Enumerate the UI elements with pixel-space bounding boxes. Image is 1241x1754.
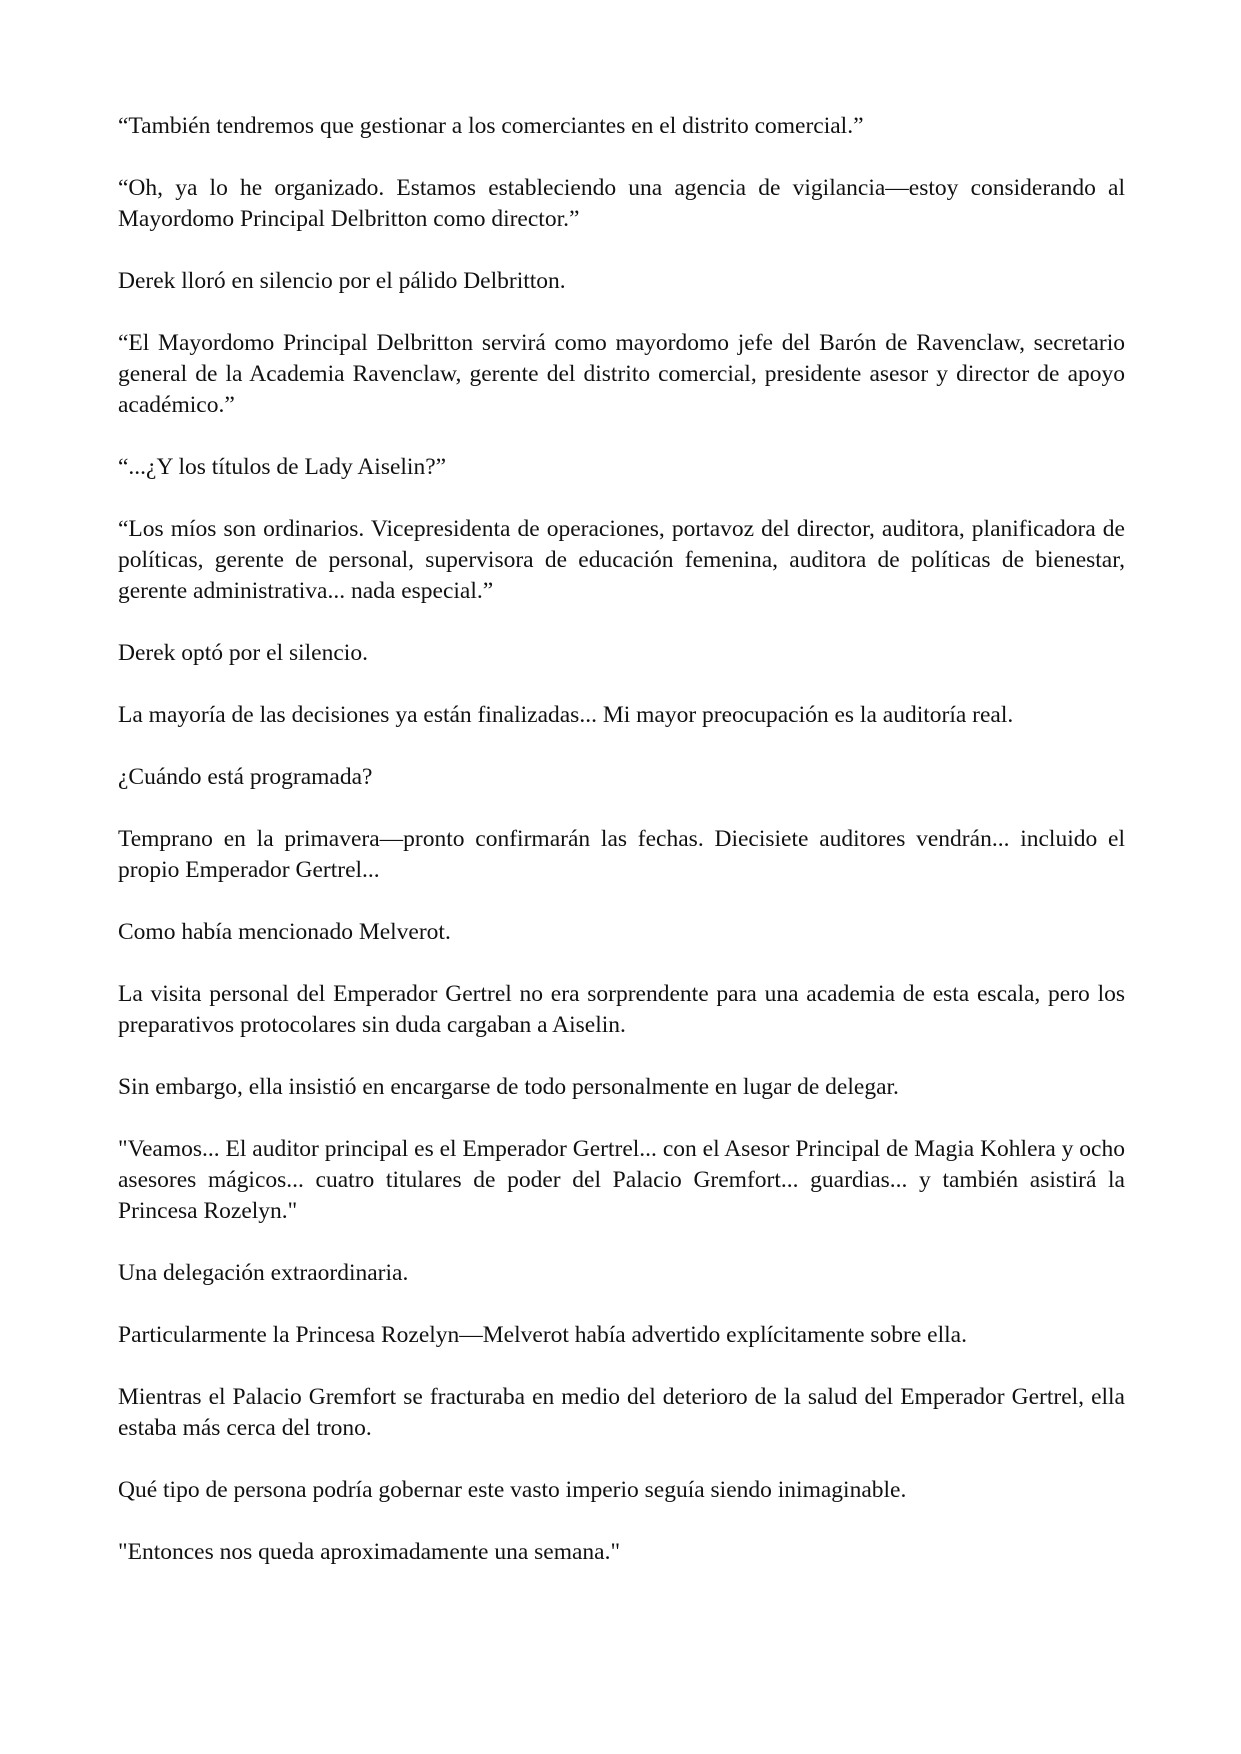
paragraph: Como había mencionado Melverot. bbox=[118, 919, 451, 945]
paragraph: Temprano en la primavera—pronto confirmarán las fechas. Diecisiete auditores vendrán... incluido el propio Emperador Gertrel... bbox=[118, 826, 1125, 883]
paragraph: Mientras el Palacio Gremfort se fracturaba en medio del deterioro de la salud del Emperador Gertrel, ella estaba más cerca del trono. bbox=[118, 1384, 1125, 1441]
paragraph: La mayoría de las decisiones ya están finalizadas... Mi mayor preocupación es la auditoría real. bbox=[118, 702, 1014, 728]
body-text bbox=[118, 111, 1125, 1599]
paragraph: “El Mayordomo Principal Delbritton servirá como mayordomo jefe del Barón de Ravenclaw, secretario general de la Academia Ravenclaw, gerente del distrito comercial, presidente asesor y director de apoyo académico.” bbox=[118, 330, 1125, 418]
paragraph: Qué tipo de persona podría gobernar este vasto imperio seguía siendo inimaginable. bbox=[118, 1477, 907, 1503]
paragraph: ¿Cuándo está programada? bbox=[118, 764, 373, 790]
paragraph: “Oh, ya lo he organizado. Estamos estableciendo una agencia de vigilancia—estoy considerando al Mayordomo Principal Delbritton como director.” bbox=[118, 175, 1125, 232]
paragraph: “También tendremos que gestionar a los comerciantes en el distrito comercial.” bbox=[118, 113, 864, 139]
paragraph: Derek lloró en silencio por el pálido Delbritton. bbox=[118, 268, 566, 294]
paragraph: Sin embargo, ella insistió en encargarse de todo personalmente en lugar de delegar. bbox=[118, 1074, 899, 1100]
paragraph: La visita personal del Emperador Gertrel no era sorprendente para una academia de esta escala, pero los preparativos protocolares sin duda cargaban a Aiselin. bbox=[118, 981, 1125, 1038]
paragraph: Una delegación extraordinaria. bbox=[118, 1260, 409, 1286]
paragraph: “Los míos son ordinarios. Vicepresidenta de operaciones, portavoz del director, auditora, planificadora de políticas, gerente de personal, supervisora de educación femenina, auditora de políticas de bienestar, gerente administrativa... nada especial.” bbox=[118, 516, 1125, 604]
paragraph: "Veamos... El auditor principal es el Emperador Gertrel... con el Asesor Principal de Magia Kohlera y ocho asesores mágicos... cuatro titulares de poder del Palacio Gremfort... guardias... y también asistirá la Princesa Rozelyn." bbox=[118, 1136, 1125, 1224]
paragraph: Particularmente la Princesa Rozelyn—Melverot había advertido explícitamente sobre ella. bbox=[118, 1322, 967, 1348]
paragraph: Derek optó por el silencio. bbox=[118, 640, 368, 666]
paragraph: “...¿Y los títulos de Lady Aiselin?” bbox=[118, 454, 447, 480]
paragraph: "Entonces nos queda aproximadamente una semana." bbox=[118, 1539, 621, 1565]
